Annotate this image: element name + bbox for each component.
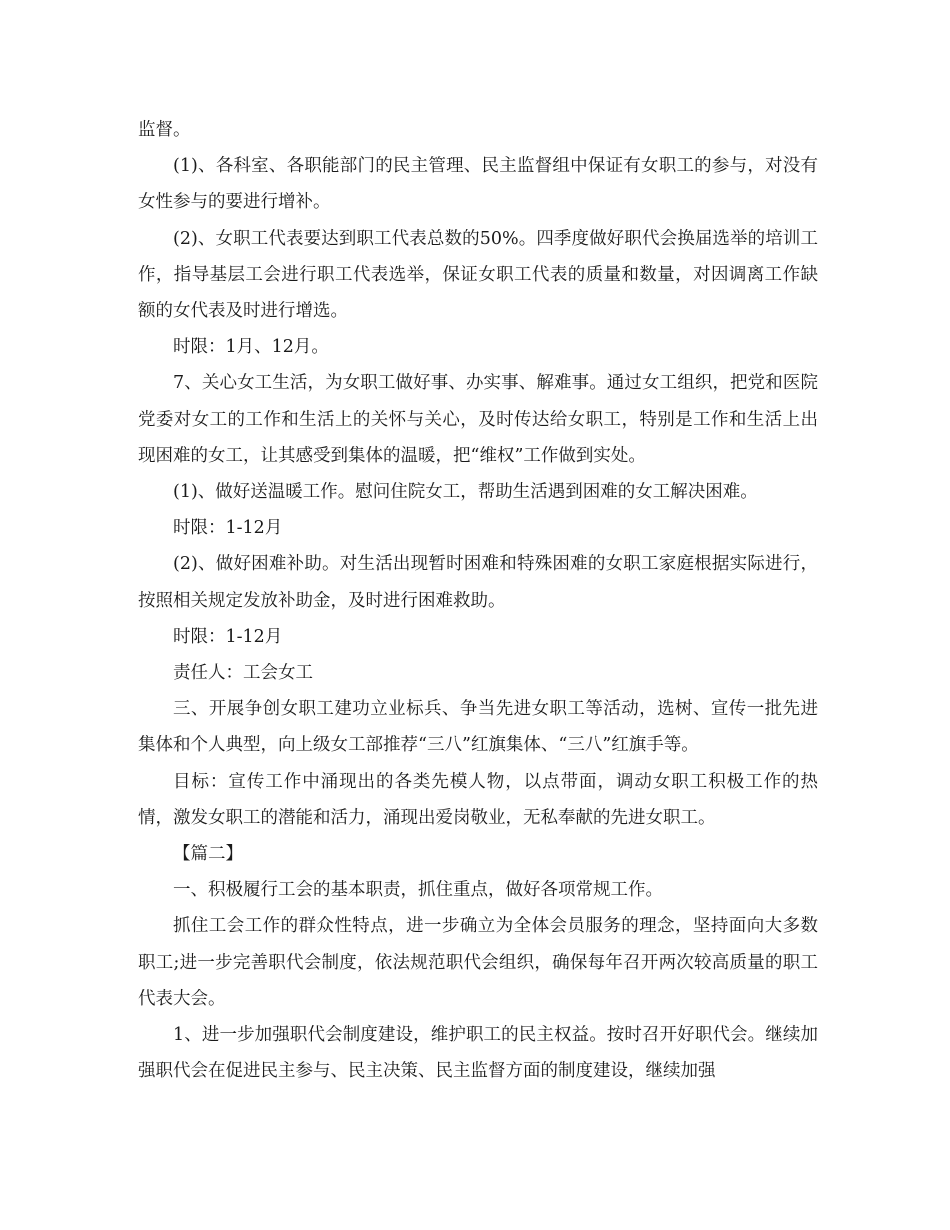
paragraph-deadline: 时限：1月、12月。	[173, 337, 329, 358]
paragraph-item-2-subsidy: (2)、做好困难补助。对生活出现暂时困难和特殊困难的女职工家庭根据实际进行，按照相关规定发放补助金，及时进行困难救助。	[138, 554, 818, 611]
paragraph-body: 抓住工会工作的群众性特点，进一步确立为全体会员服务的理念，坚持面向大多数职工;进一步完善职代会制度，依法规范职代会组织，确保每年召开两次较高质量的职工代表大会。	[138, 916, 818, 1009]
paragraph-section-7: 7、关心女工生活，为女职工做好事、办实事、解难事。通过女工组织，把党和医院党委对女工的工作和生活上的关怀与关心，及时传达给女职工，特别是工作和生活上出现困难的女工，让其感受到集体的温暖，把“维权”工作做到实处。	[138, 373, 818, 466]
paragraph-continuation: 监督。	[138, 120, 191, 140]
paragraph-item-1: (1)、各科室、各职能部门的民主管理、民主监督组中保证有女职工的参与，对没有女性参与的要进行增补。	[138, 156, 818, 213]
paragraph-item-1-warmth: (1)、做好送温暖工作。慰问住院女工，帮助生活遇到困难的女工解决困难。	[173, 482, 758, 503]
paragraph-responsible: 责任人：工会女工	[173, 663, 313, 684]
paragraph-section-3: 三、开展争创女职工建功立业标兵、争当先进女职工等活动，选树、宣传一批先进集体和个人典型，向上级女工部推荐“三八”红旗集体、“三八”红旗手等。	[138, 699, 818, 756]
paragraph-deadline: 时限：1-12月	[173, 518, 283, 539]
document-body	[138, 112, 818, 1089]
paragraph-goal: 目标：宣传工作中涌现出的各类先模人物，以点带面，调动女职工积极工作的热情，激发女职工的潜能和活力，涌现出爱岗敬业，无私奉献的先进女职工。	[138, 771, 818, 828]
section-heading: 【篇二】	[173, 844, 243, 865]
paragraph-item-1-congress: 1、进一步加强职代会制度建设，维护职工的民主权益。按时召开好职代会。继续加强职代会在促进民主参与、民主决策、民主监督方面的制度建设，继续加强	[138, 1025, 818, 1082]
paragraph-deadline: 时限：1-12月	[173, 626, 283, 647]
paragraph-part-1: 一、积极履行工会的基本职责，抓住重点，做好各项常规工作。	[173, 880, 663, 901]
paragraph-item-2: (2)、女职工代表要达到职工代表总数的50%。四季度做好职代会换届选举的培训工作，指导基层工会进行职工代表选举，保证女职工代表的质量和数量，对因调离工作缺额的女代表及时进行增选。	[138, 228, 818, 322]
